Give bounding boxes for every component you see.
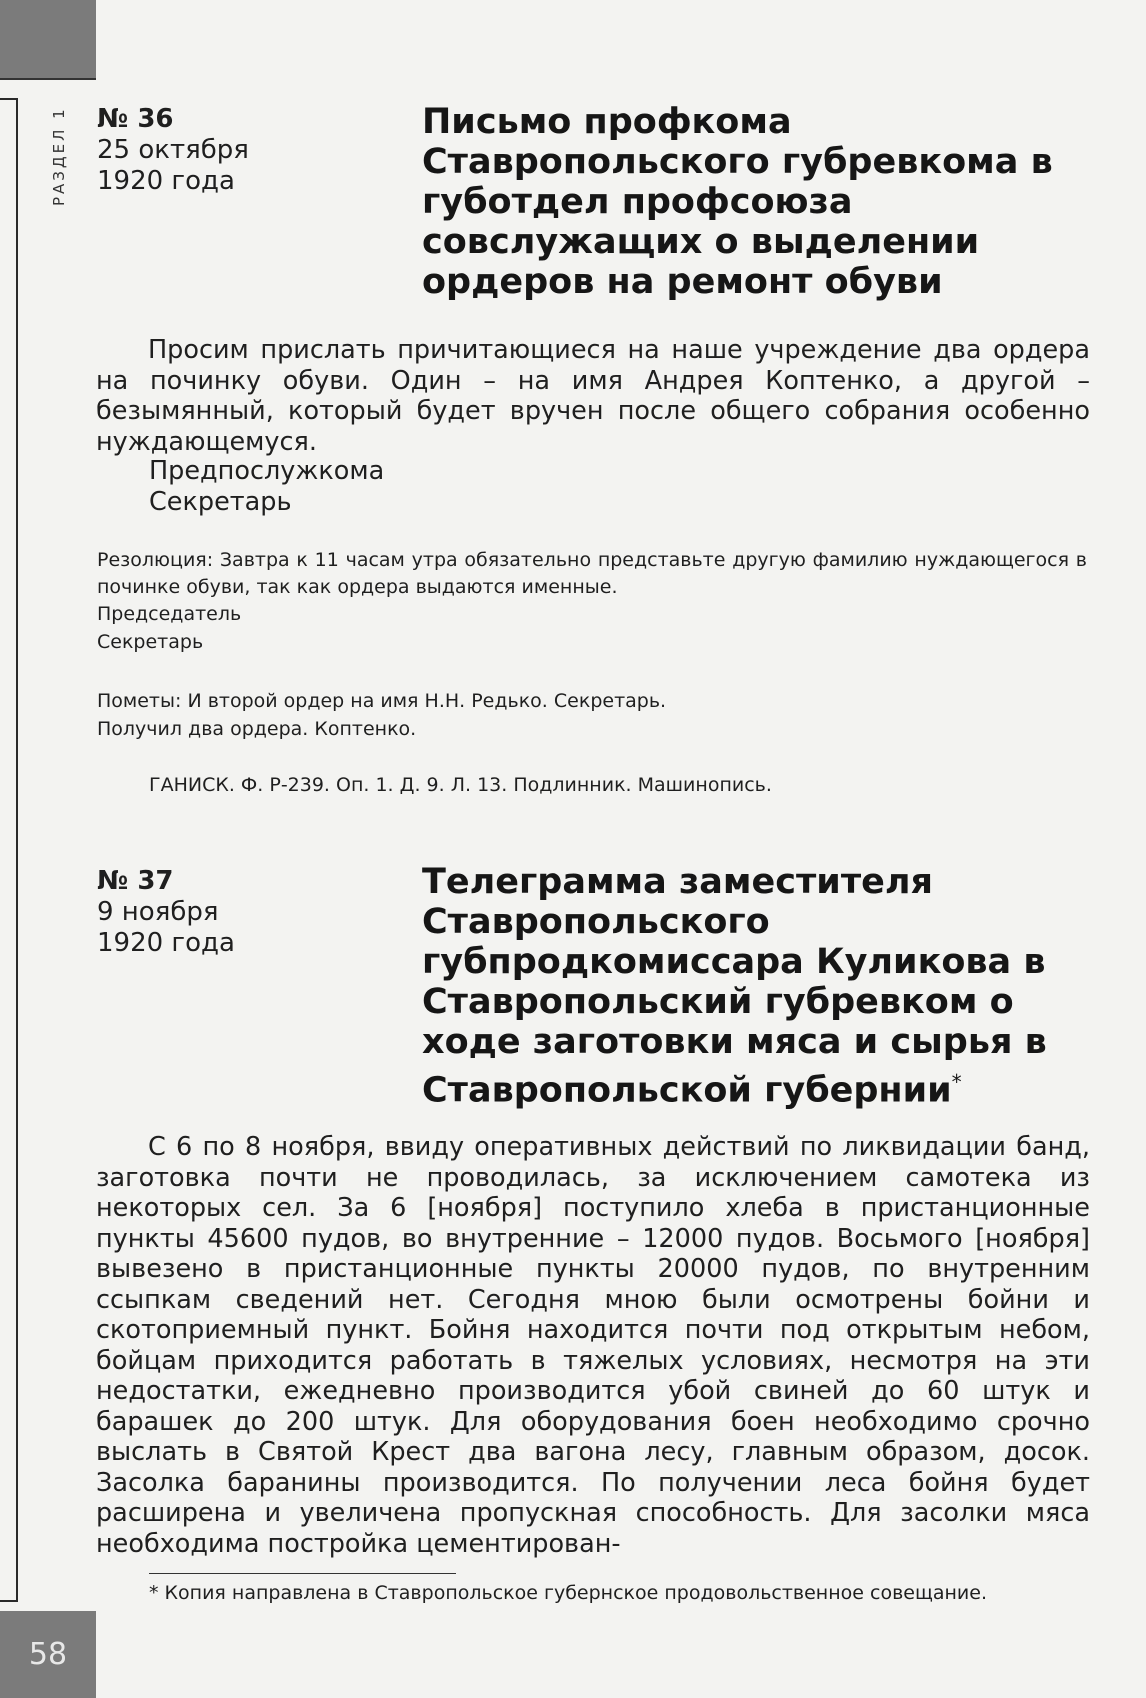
doc37-date-year: 1920 года — [97, 928, 235, 958]
doc36-resolution: Резолюция: Завтра к 11 часам утра обязательно представьте другую фамилию нуждающегося в починке обуви, так как ордера выдаются именные. — [97, 549, 1087, 598]
doc36-resolution-signer2: Секретарь — [97, 631, 204, 653]
doc36-resolution-signer1: Председатель — [97, 603, 242, 625]
section-label: РАЗДЕЛ 1 — [50, 106, 68, 206]
doc37-title — [422, 862, 1062, 1111]
doc36-signer1: Предпослужкома — [149, 456, 385, 486]
doc36-header — [97, 104, 249, 197]
doc37-date-day: 9 ноября — [97, 897, 219, 927]
margin-frame — [0, 98, 18, 1602]
doc36-signer2: Секретарь — [149, 487, 292, 517]
footnote-rule — [149, 1573, 456, 1574]
doc36-body-text: Просим прислать причитающиеся на наше учреждение два ордера на починку обуви. Один – на имя Андрея Коптенко, а другой – безымянный, который будет вручен после общего собрания особенно нуждающемуся. — [96, 335, 1090, 457]
doc36-title: Письмо профкома Ставропольского губревкома в губотдел профсоюза совслужащих о выделении ордеров на ремонт обуви — [422, 102, 1053, 302]
doc37-header — [97, 866, 235, 959]
doc37-body — [96, 1132, 1090, 1559]
doc37-body-text: С 6 по 8 ноября, ввиду оперативных действий по ликвидации банд, заготовка почти не проводилась, за исключением самотека из некоторых сел. За 6 [ноября] поступило хлеба в пристанционные пункты 45600 пудов, во внутренние – 12000 пудов. Восьмого [ноября] вывезено в пристанционные пункты 20000 пудов, по внутренним ссыпкам сведений нет. Сегодня мною были осмотрены бойни и скотоприемный пункт. Бойня находится почти под открытым небом, бойцам приходится работать в тяжелых условиях, несмотря на эти недостатки, ежедневно производится убой свиней до 60 штук и барашек до 200 штук. Для оборудования боен необходимо срочно выслать в Святой Крест два вагона лесу, главным образом, досок. Засолка баранины производится. По получении леса бойня будет расширена и увеличена пропускная способность. Для засолки мяса необходима постройка цементирован- — [96, 1132, 1090, 1559]
doc36-marks-line1: Пометы: И второй ордер на имя Н.Н. Редько. Секретарь. — [97, 690, 667, 712]
page-number: 58 — [0, 1611, 96, 1698]
doc36-body — [96, 335, 1090, 457]
doc37-number: № 37 — [97, 866, 174, 896]
doc36-date-day: 25 октября — [97, 135, 249, 165]
doc37-title-text: Телеграмма заместителя Ставропольского губпродкомиссара Куликова в Ставропольский губревком о ходе заготовки мяса и сырья в Ставропольской губернии — [422, 862, 1047, 1111]
doc36-date-year: 1920 года — [97, 166, 235, 196]
footnote: * Копия направлена в Ставропольское губернское продовольственное совещание. — [149, 1582, 988, 1604]
doc36-archive-ref: ГАНИСК. Ф. Р-239. Оп. 1. Д. 9. Л. 13. Подлинник. Машинопись. — [149, 774, 772, 796]
doc37-title-footnote-mark: * — [951, 1070, 962, 1094]
doc36-number: № 36 — [97, 104, 174, 134]
doc36-marks-line2: Получил два ордера. Коптенко. — [97, 718, 417, 740]
top-corner-tab — [0, 0, 96, 80]
